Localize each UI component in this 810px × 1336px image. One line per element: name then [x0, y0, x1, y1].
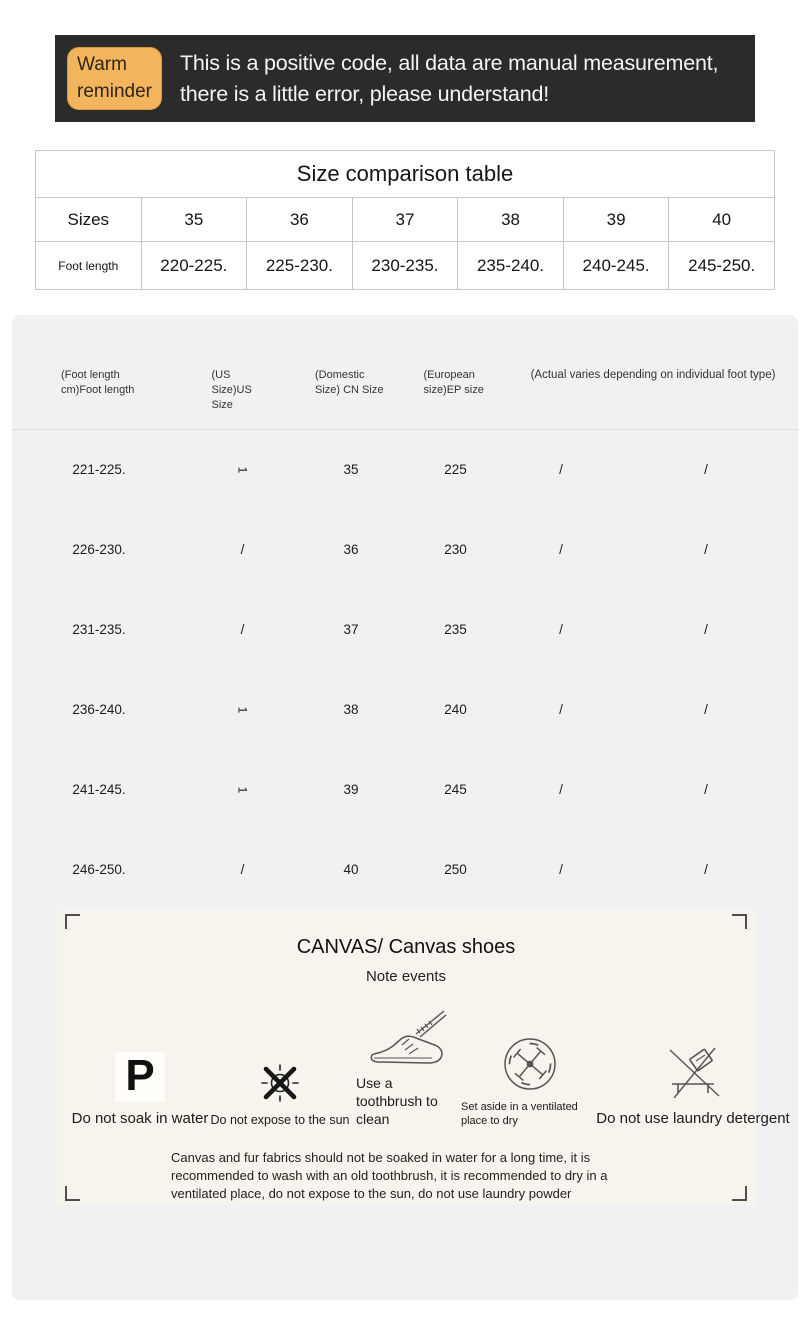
warm-reminder-banner [55, 35, 755, 122]
cell-slash: / [704, 542, 708, 558]
chart-header-us-size: (US Size)US Size [186, 367, 299, 429]
cell-slash: / [559, 622, 563, 638]
size-comparison-table [35, 150, 775, 290]
cell-ep-size: 245 [444, 782, 467, 798]
cell-cn-size: 39 [343, 782, 359, 798]
table-row [12, 510, 798, 590]
cell-us-size: / [240, 542, 245, 558]
foot-length-cell: 240-245. [563, 242, 669, 290]
cell-us-size: / [240, 862, 245, 878]
size-cell: 38 [458, 198, 564, 242]
cell-foot-length: 241-245. [72, 782, 126, 798]
care-item-label: Set aside in a ventilated place to dry [461, 1100, 578, 1128]
foot-length-cell: 220-225. [141, 242, 247, 290]
size-cell: 36 [247, 198, 353, 242]
table-row [12, 590, 798, 670]
corner-bracket-icon [65, 1186, 80, 1201]
no-sun-icon [257, 1039, 303, 1105]
warm-reminder-badge: Warm reminder [67, 47, 162, 110]
chart-header-cn-size: (Domestic Size) CN Size [299, 367, 403, 429]
cell-ep-size: 225 [444, 462, 467, 478]
cell-slash: / [704, 462, 708, 478]
product-detail-page [0, 35, 810, 1300]
care-item-no-sun [210, 1039, 350, 1128]
cell-foot-length: 236-240. [72, 702, 126, 718]
cell-cn-size: 36 [343, 542, 359, 558]
cell-us-size: / [240, 622, 245, 638]
corner-bracket-icon [732, 914, 747, 929]
table-row [12, 750, 798, 830]
cell-cn-size: 35 [343, 462, 359, 478]
cell-foot-length: 221-225. [72, 462, 126, 478]
cell-ep-size: 230 [444, 542, 467, 558]
size-cell: 37 [352, 198, 458, 242]
cell-slash: / [559, 862, 563, 878]
care-item-label: Do not expose to the sun [210, 1113, 350, 1128]
care-item-no-soak [65, 1036, 215, 1129]
care-item-label: Do not soak in water [71, 1110, 209, 1128]
foot-length-cell: 230-235. [352, 242, 458, 290]
chart-header-foot-length: (Foot length cm)Foot length [12, 367, 186, 429]
table-row [36, 242, 775, 290]
foot-length-cell: 225-230. [247, 242, 353, 290]
chart-header-note: (Actual varies depending on individual foot type) [508, 367, 798, 429]
table-row [12, 830, 798, 910]
corner-bracket-icon [732, 1186, 747, 1201]
detailed-size-chart [12, 367, 798, 910]
size-cell: 35 [141, 198, 247, 242]
cell-cn-size: 37 [343, 622, 359, 638]
cell-cn-size: 40 [343, 862, 359, 878]
cell-slash: / [704, 622, 708, 638]
cell-cn-size: 38 [343, 702, 359, 718]
care-item-toothbrush [345, 1001, 467, 1129]
do-not-soak-icon: P [115, 1036, 164, 1102]
care-item-no-detergent [593, 1036, 793, 1129]
toothbrush-shoe-icon [364, 1001, 448, 1067]
table-row [36, 151, 775, 198]
chart-header-ep-size: (European size)EP size [403, 367, 508, 429]
cell-ep-size: 235 [444, 622, 467, 638]
size-table-title: Size comparison table [36, 151, 775, 198]
ventilated-dry-fan-icon [501, 1027, 559, 1093]
table-row [36, 198, 775, 242]
cell-us-size: 1 [235, 466, 250, 474]
care-icons-row [65, 1001, 790, 1129]
cell-foot-length: 231-235. [72, 622, 126, 638]
cell-slash: / [559, 462, 563, 478]
banner-text: This is a positive code, all data are manual measurement, there is a little error, please understand! [179, 50, 719, 106]
cell-foot-length: 226-230. [72, 542, 126, 558]
cell-slash: / [559, 702, 563, 718]
table-row [12, 670, 798, 750]
cell-ep-size: 250 [444, 862, 467, 878]
cell-us-size: 1 [235, 786, 250, 794]
cell-slash: / [559, 782, 563, 798]
cell-slash: / [704, 702, 708, 718]
sizes-row-label: Sizes [36, 198, 142, 242]
care-item-label: Do not use laundry detergent [596, 1110, 790, 1128]
cell-slash: / [559, 542, 563, 558]
care-card-title: CANVAS/ Canvas shoes [296, 936, 516, 958]
cell-foot-length: 246-250. [72, 862, 126, 878]
cell-us-size: 1 [235, 706, 250, 714]
corner-bracket-icon [65, 914, 80, 929]
foot-length-row-label: Foot length [36, 242, 142, 290]
table-row [12, 367, 798, 429]
no-laundry-detergent-icon [661, 1036, 725, 1102]
cell-slash: / [704, 782, 708, 798]
care-item-ventilate [461, 1027, 593, 1129]
cell-slash: / [704, 862, 708, 878]
foot-length-cell: 235-240. [458, 242, 564, 290]
care-instructions-card [57, 910, 790, 1205]
care-card-subtitle: Note events [365, 968, 447, 985]
care-note-paragraph: Canvas and fur fabrics should not be soaked in water for a long time, it is recommended to wash with an old toothbrush, it is recommended to dry in a ventilated place, do not expose to the sun, do not use laundry powder [171, 1149, 608, 1201]
foot-length-cell: 245-250. [669, 242, 775, 290]
size-cell: 39 [563, 198, 669, 242]
size-cell: 40 [669, 198, 775, 242]
size-chart-panel [12, 315, 798, 1300]
cell-ep-size: 240 [444, 702, 467, 718]
table-row [12, 429, 798, 510]
care-item-label: Use a toothbrush to clean [356, 1075, 438, 1128]
